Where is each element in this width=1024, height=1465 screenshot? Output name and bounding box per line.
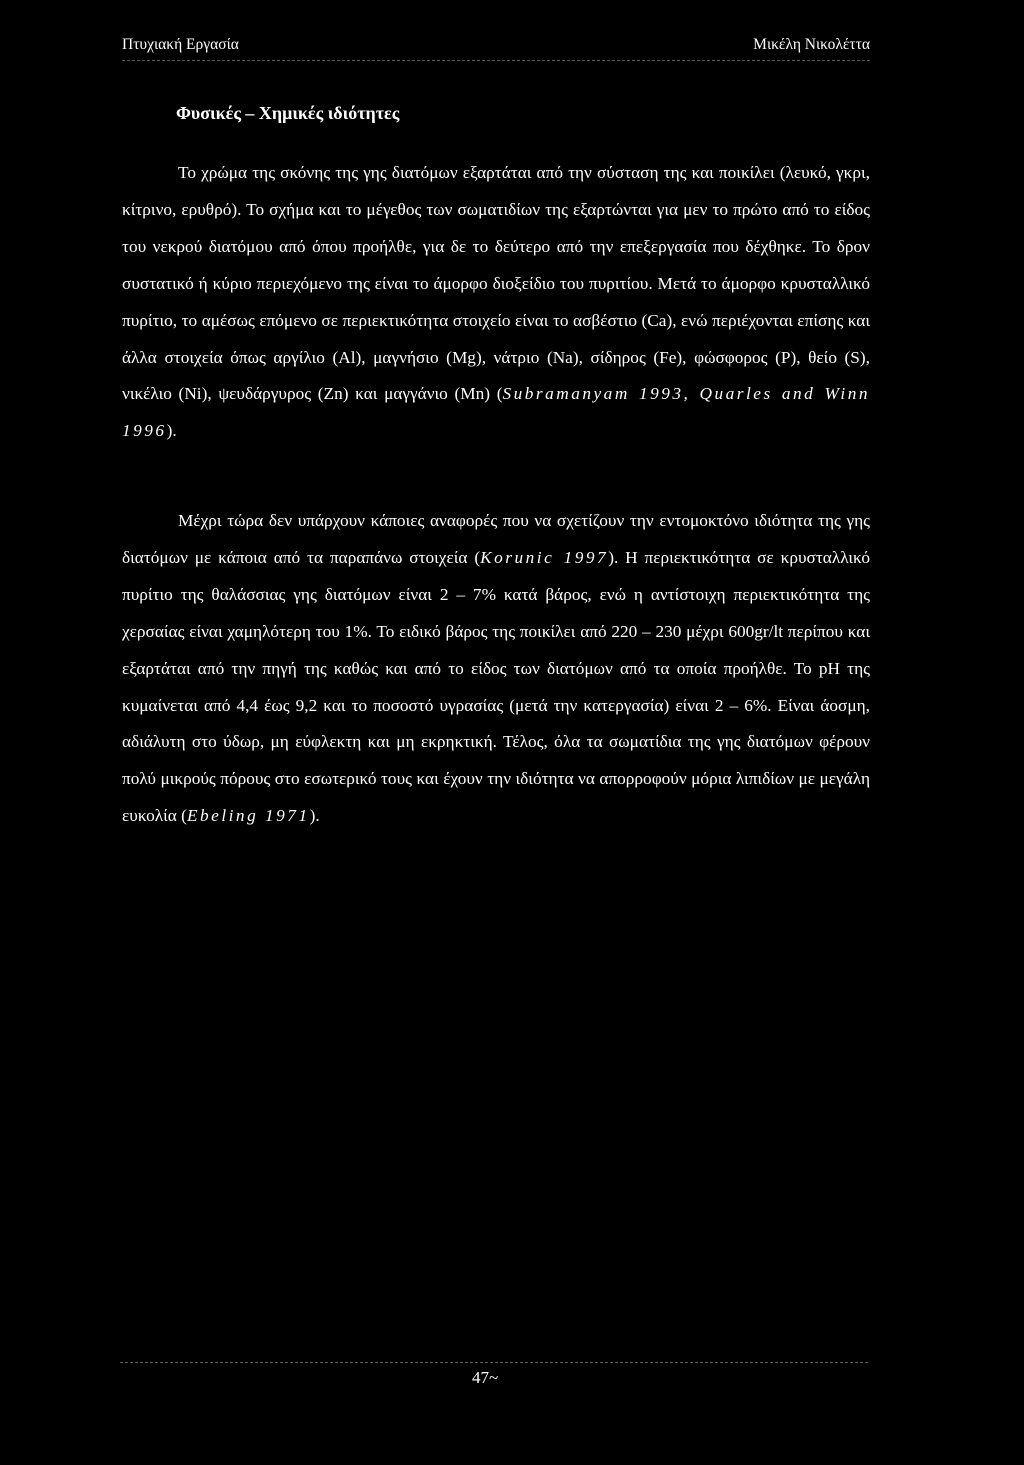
paragraph-composition — [122, 155, 870, 450]
page-header — [122, 36, 870, 66]
paragraph-properties — [122, 503, 870, 835]
paragraph-text: ). Η περιεκτικότητα σε κρυσταλλικό πυρίτιο της θαλάσσιας γης διατόμων είναι 2 – 7% κατά βάρος, ενώ η αντίστοιχη περιεκτικότητα της χερσαίας είναι χαμηλότερη του 1%. Το ειδικό βάρος της ποικίλει από 220 – 230 μέχρι 600gr/lt περίπου και εξαρτάται από την πηγή της καθώς και από το είδος των διατόμων από τα οποία προήλθε. Το pH της κυμαίνεται από 4,4 έως 9,2 και το ποσοστό υγρασίας (μετά την κατεργασία) είναι 2 – 6%. Είναι άοσμη, αδιάλυτη στο ύδωρ, μη εύφλεκτη και μη εκρηκτική. Τέλος, όλα τα σωματίδια της γης διατόμων φέρουν πολύ μικρούς πόρους στο εσωτερικό τους και έχουν την ιδιότητα να απορροφούν μόρια λιπιδίων με μεγάλη ευκολία ( — [122, 547, 871, 826]
header-thesis-label: Πτυχιακή Εργασία — [122, 36, 239, 53]
citation: Subramanyam 1993, Quarles and Winn 1996 — [122, 384, 870, 441]
footer-divider — [120, 1362, 868, 1363]
header-divider — [122, 60, 870, 61]
section-title: Φυσικές – Χημικές ιδιότητες — [176, 103, 400, 123]
paragraph-text-end: ). — [166, 421, 177, 441]
page-number: 47~ — [472, 1368, 499, 1387]
citation: Korunic 1997 — [480, 547, 609, 567]
paragraph-text: Το χρώμα της σκόνης της γης διατόμων εξαρτάται από την σύσταση της και ποικίλει (λευκό, γκρι, κίτρινο, ερυθρό). Το σχήμα και το μέγεθος των σωματιδίων της εξαρτώνται για μεν το πρώτο από το είδος του νεκρού διατόμου από όπου προήλθε, για δε το δεύτερο από την επεξεργασία που δέχθηκε. Το δρον συστατικό ή κύριο περιεχόμενο της είναι το άμορφο διοξείδιο του πυριτίου. Μετά το άμορφο κρυσταλλικό πυρίτιο, το αμέσως επόμενο σε περιεκτικότητα στοιχείο είναι το ασβέστιο (Ca), ενώ περιέχονται επίσης και άλλα στοιχεία όπως αργίλιο (Al), μαγνήσιο (Mg), νάτριο (Na), σίδηρος (Fe), φώσφορος (P), θείο (S), νικέλιο (Ni), ψευδάργυρος (Zn) και μαγγάνιο (Mn) ( — [122, 163, 870, 404]
header-author-name: Μικέλη Νικολέττα — [753, 36, 870, 53]
paragraph-text: Μέχρι τώρα δεν υπάρχουν κάποιες αναφορές που να σχετίζουν την εντομοκτόνο ιδιότητα της γης διατόμων με κάποια από τα παραπάνω στοιχεία ( — [122, 511, 870, 567]
paragraph-text-end: ). — [309, 806, 320, 826]
citation: Ebeling 1971 — [186, 806, 310, 826]
